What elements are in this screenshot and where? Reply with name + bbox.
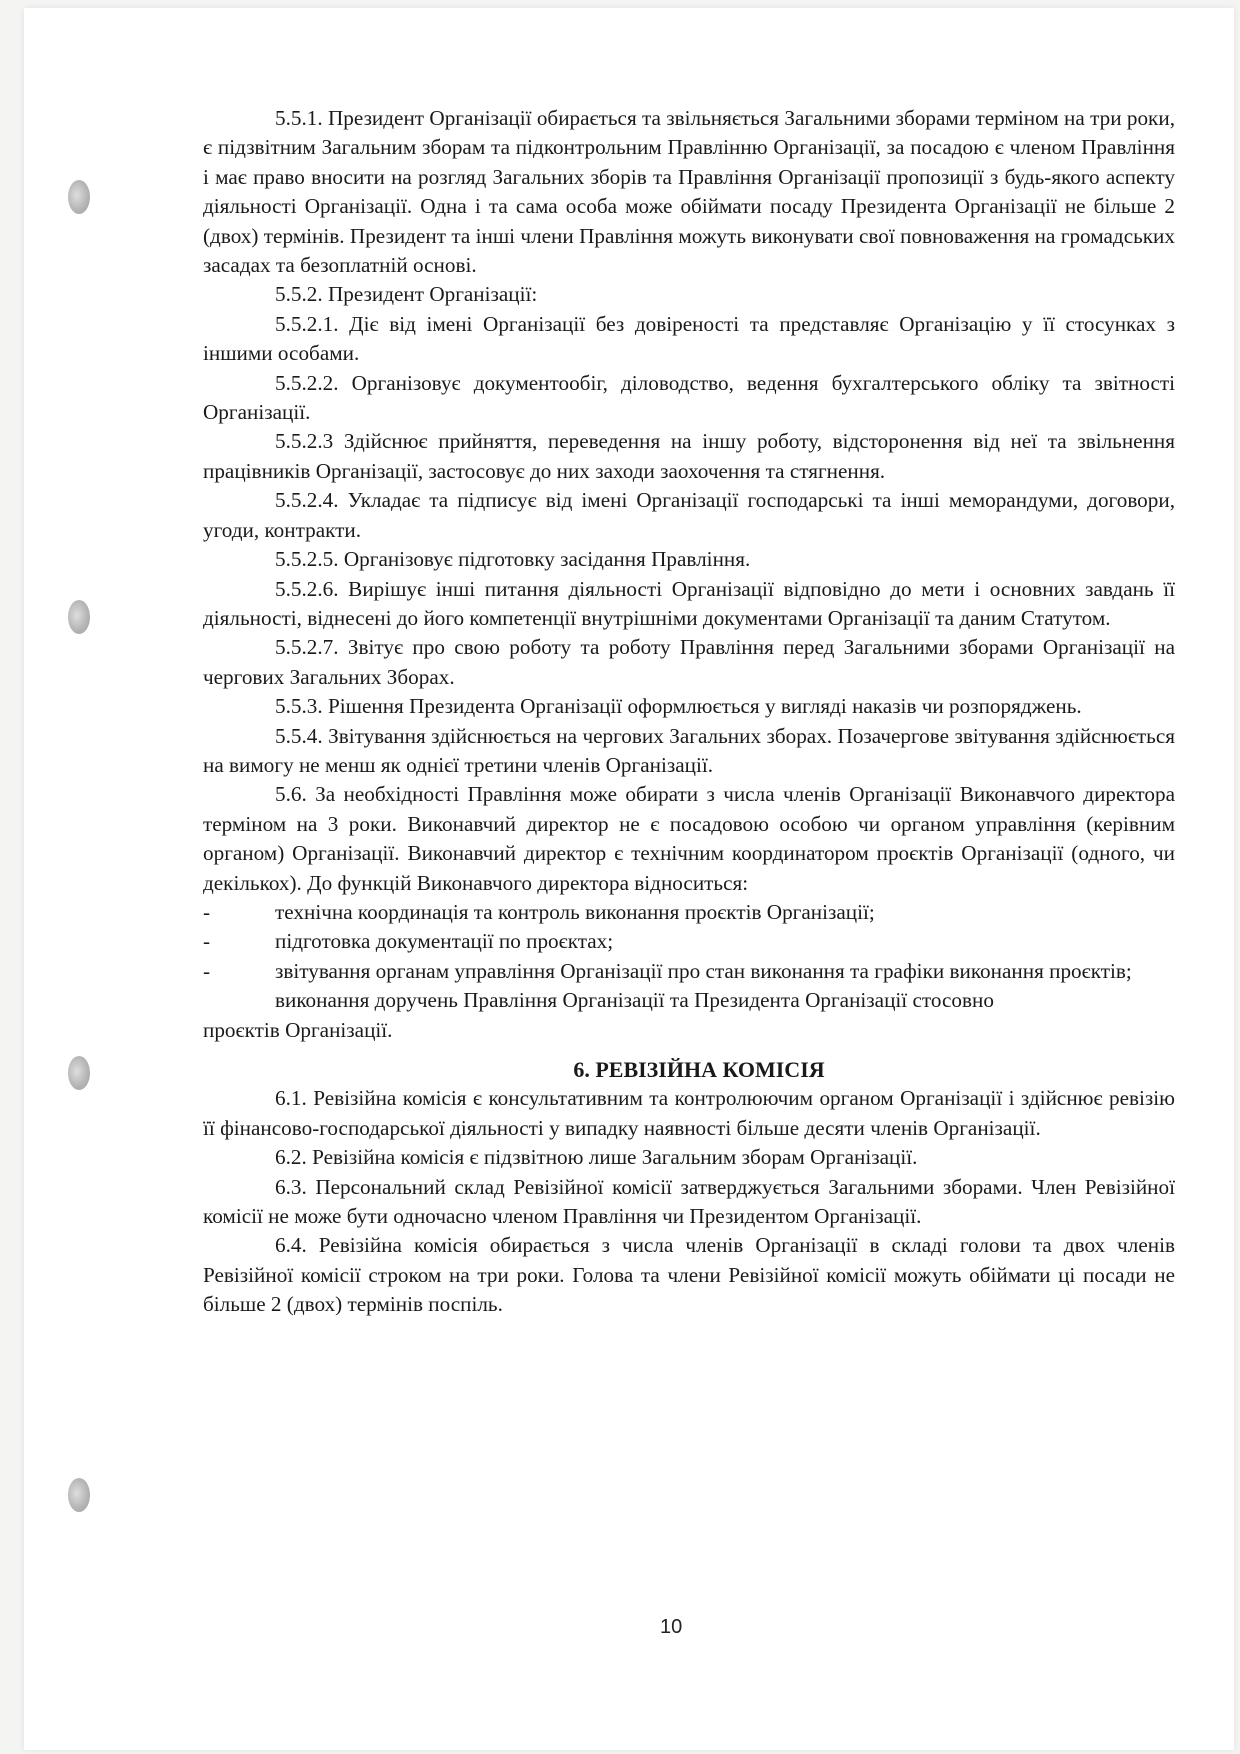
paragraph-6-1: 6.1. Ревізійна комісія є консультативним та контролюючим органом Організації і здійснює ревізію її фінансово-господарської діяльності у випадку наявності більше десяти членів Організації. (203, 1086, 1175, 1140)
dash-marker: - (203, 958, 211, 983)
page-number: 10 (660, 1616, 683, 1638)
paragraph-5-5-2-7: 5.5.2.7. Звітує про свою роботу та роботу Правління перед Загальними зборами Організації на чергових Загальних Зборах. (203, 635, 1175, 689)
list-item (203, 898, 1175, 927)
paragraph-5-5-2-5: 5.5.2.5. Організовує підготовку засідання Правління. (275, 547, 751, 572)
dash-marker: - (203, 929, 211, 954)
list-continuation-line: виконання доручень Правління Організації та Президента Організації стосовно (275, 988, 994, 1013)
paragraph-5-5-2-3: 5.5.2.3 Здійснює прийняття, переведення на іншу роботу, відсторонення від неї та звільнення працівників Організації, застосовує до них заходи заохочення та стягнення. (203, 429, 1175, 483)
punch-hole (68, 1056, 90, 1090)
section-heading: 6. РЕВІЗІЙНА КОМІСІЯ (573, 1057, 825, 1082)
list-item-text: технічна координація та контроль виконання проєктів Організації; (275, 899, 875, 924)
punch-hole (68, 1478, 90, 1512)
punch-hole (68, 600, 90, 634)
paragraph-6-2: 6.2. Ревізійна комісія є підзвітною лише Загальним зборам Організації. (275, 1145, 918, 1170)
punch-hole (68, 180, 90, 214)
dash-marker: - (203, 899, 211, 924)
list-item-text: підготовка документації по проєктах; (275, 929, 614, 954)
paragraph-6-4: 6.4. Ревізійна комісія обирається з числа членів Організації в складі голови та двох членів Ревізійної комісії строком на три роки. Голова та члени Ревізійної комісії можуть обіймати ці посади не більше 2 (двох) термінів поспіль. (203, 1233, 1175, 1317)
document-body (203, 104, 1175, 1320)
paragraph-5-5-4: 5.5.4. Звітування здійснюється на чергових Загальних зборах. Позачергове звітування здійснюється на вимогу не менш як однієї третини членів Організації. (203, 723, 1175, 777)
paragraph-5-6: 5.6. За необхідності Правління може обирати з числа членів Організації Виконавчого директора терміном на 3 роки. Виконавчий директор не є посадовою особою чи органом управління (керівним органом) Організації. Виконавчий директор є технічним координатором проєктів Організації (одного, чи декількох). До функцій Виконавчого директора відноситься: (203, 782, 1175, 895)
list-continuation-rest: проєктів Організації. (203, 1017, 393, 1042)
list-item (203, 927, 1175, 956)
paragraph-5-5-1: 5.5.1. Президент Організації обирається та звільняється Загальними зборами терміном на три роки, є підзвітним Загальним зборам та підконтрольним Правлінню Організації, за посадою є членом Правління і має право вносити на розгляд Загальних зборів та Правління Організації пропозиції з будь-якого аспекту діяльності Організації. Одна і та сама особа може обіймати посаду Президента Організації не більше 2 (двох) термінів. Президент та інші члени Правління можуть виконувати свої повноваження на громадських засадах та безоплатній основі. (203, 106, 1175, 278)
paragraph-5-5-2: 5.5.2. Президент Організації: (275, 282, 538, 307)
paragraph-5-5-2-4: 5.5.2.4. Укладає та підписує від імені Організації господарські та інші меморандуми, договори, угоди, контракти. (203, 488, 1175, 542)
paragraph-5-5-3: 5.5.3. Рішення Президента Організації оформлюється у вигляді наказів чи розпоряджень. (275, 694, 1082, 719)
paragraph-5-5-2-2: 5.5.2.2. Організовує документообіг, діловодство, ведення бухгалтерського обліку та звітності Організації. (203, 370, 1175, 425)
paragraph-6-3: 6.3. Персональний склад Ревізійної комісії затверджується Загальними зборами. Член Ревізійної комісії не може бути одночасно членом Правління чи Президентом Організації. (203, 1174, 1175, 1229)
list-item (203, 957, 1175, 986)
paragraph-5-5-2-1: 5.5.2.1. Діє від імені Організації без довіреності та представляє Організацію у її стосунках з іншими особами. (203, 311, 1175, 366)
list-item-text: звітування органам управління Організації про стан виконання та графіки виконання проєктів; (275, 958, 1132, 983)
paragraph-5-5-2-6: 5.5.2.6. Вирішує інші питання діяльності Організації відповідно до мети і основних завдань її діяльності, віднесені до його компетенції внутрішніми документами Організації та даним Статутом. (203, 576, 1175, 630)
